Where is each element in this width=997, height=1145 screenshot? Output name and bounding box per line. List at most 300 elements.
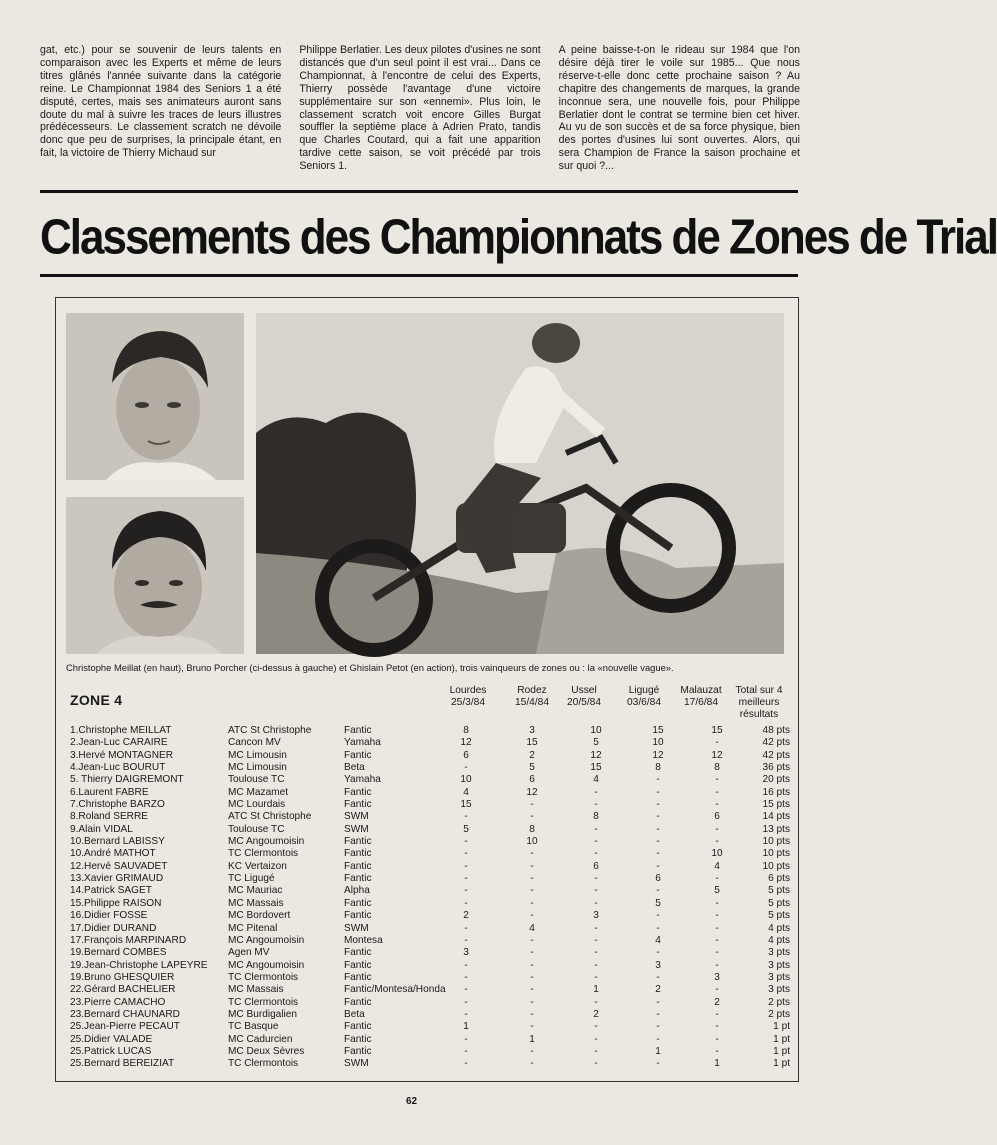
score-cell: - — [656, 947, 660, 959]
score-cell: 8 — [463, 725, 469, 736]
rider-club: ATC St Christophe — [228, 811, 312, 823]
rider-name: 19.Bruno GHESQUIER — [70, 971, 175, 983]
event-place: Ligugé — [628, 685, 660, 696]
event-header-1 — [448, 685, 488, 709]
score-cell: 5 — [714, 885, 720, 897]
rider-club: Toulouse TC — [228, 774, 285, 786]
rider-make: Fantic — [344, 947, 372, 959]
rider-name: 16.Didier FOSSE — [70, 910, 148, 922]
photo-caption: Christophe Meillat (en haut), Bruno Porcher (ci-dessus à gauche) et Ghislain Petot (en action), trois vainqueurs de zones ou : la «nouvelle vague». — [66, 662, 674, 673]
score-cell: - — [656, 971, 660, 983]
score-cell: 1 — [463, 1021, 469, 1033]
rider-make: Fantic — [344, 996, 372, 1008]
portrait-photo-top — [66, 313, 244, 480]
score-cell: 12 — [526, 786, 538, 798]
rider-make: Alpha — [344, 885, 370, 897]
score-cell: - — [594, 959, 598, 971]
table-row — [70, 861, 790, 873]
score-cell: - — [656, 860, 660, 872]
total-points: 16 pts — [762, 786, 790, 798]
intro-paragraph-1: gat, etc.) pour se souvenir de leurs talents en comparaison avec les Experts et même de leurs titres glânés l'année suivante dans la catégorie reine. Le Championnat 1984 des Seniors 1 a été disputé, certes, mais ses animateurs auront sans doute du mal à suivre les traces de leurs illustres prédécesseurs. Le classement scratch ne dévoile donc que peu de surprises, la principale étant, en fait, la victoire de Thierry Michaud sur — [40, 44, 282, 160]
rider-name: 23.Pierre CAMACHO — [70, 996, 166, 1008]
score-cell: - — [715, 823, 719, 835]
rider-club: MC Bordovert — [228, 910, 291, 922]
score-cell: 3 — [714, 971, 720, 983]
event-place: Rodez — [517, 685, 547, 696]
score-cell: - — [464, 762, 468, 774]
rider-name: 4.Jean-Luc BOURUT — [70, 762, 166, 774]
score-cell: - — [530, 1008, 534, 1020]
rider-make: Montesa — [344, 934, 383, 946]
rider-name: 23.Bernard CHAUNARD — [70, 1008, 180, 1020]
rider-name: 3.Hervé MONTAGNER — [70, 749, 174, 761]
score-cell: 4 — [655, 934, 661, 946]
score-cell: 4 — [593, 774, 599, 786]
rider-make: SWM — [344, 1058, 369, 1070]
score-cell: - — [530, 971, 534, 983]
score-cell: 12 — [652, 749, 664, 761]
table-row — [70, 725, 790, 737]
rider-make: Fantic — [344, 1033, 372, 1045]
event-date: 17/6/84 — [684, 697, 718, 708]
score-cell: - — [656, 922, 660, 934]
rider-make: Fantic — [344, 971, 372, 983]
score-cell: - — [715, 774, 719, 786]
score-cell: - — [530, 811, 534, 823]
rider-make: Fantic — [344, 725, 372, 736]
results-box — [55, 297, 799, 1082]
score-cell: 4 — [529, 922, 535, 934]
rider-name: 12.Hervé SAUVADET — [70, 860, 168, 872]
rider-name: 8.Roland SERRE — [70, 811, 148, 823]
rider-club: TC Clermontois — [228, 996, 299, 1008]
score-cell: 10 — [711, 848, 723, 860]
rider-club: TC Ligugé — [228, 873, 275, 885]
score-cell: - — [656, 786, 660, 798]
table-row — [70, 811, 790, 823]
score-cell: - — [530, 848, 534, 860]
top-rule — [40, 190, 798, 193]
table-row — [70, 972, 790, 984]
score-cell: 8 — [714, 762, 720, 774]
total-points: 3 pts — [768, 959, 790, 971]
total-points: 20 pts — [762, 774, 790, 786]
score-cell: - — [656, 1021, 660, 1033]
score-cell: - — [594, 922, 598, 934]
score-cell: - — [715, 873, 719, 885]
total-points: 15 pts — [762, 799, 790, 811]
score-cell: - — [656, 799, 660, 811]
rider-club: Cancon MV — [228, 737, 281, 749]
event-place: Malauzat — [680, 685, 722, 696]
score-cell: - — [715, 1021, 719, 1033]
score-cell: - — [530, 959, 534, 971]
score-cell: - — [656, 1008, 660, 1020]
rider-club: TC Clermontois — [228, 1058, 299, 1070]
rider-name: 19.Bernard COMBES — [70, 947, 167, 959]
table-row — [70, 923, 790, 935]
score-cell: - — [594, 885, 598, 897]
score-cell: 4 — [463, 786, 469, 798]
score-cell: - — [530, 860, 534, 872]
total-points: 5 pts — [768, 897, 790, 909]
page-number: 62 — [405, 1096, 418, 1107]
total-points: 4 pts — [768, 922, 790, 934]
score-cell: 3 — [463, 947, 469, 959]
rider-name: 5. Thierry DAIGREMONT — [70, 774, 184, 786]
rider-name: 19.Jean-Christophe LAPEYRE — [70, 959, 208, 971]
table-row — [70, 1021, 790, 1033]
rider-club: MC Cadurcien — [228, 1033, 293, 1045]
score-cell: 15 — [590, 762, 602, 774]
table-row — [70, 960, 790, 972]
score-cell: - — [464, 971, 468, 983]
score-cell: 3 — [529, 725, 535, 736]
score-cell: - — [464, 1058, 468, 1070]
score-cell: 12 — [460, 737, 472, 749]
rider-club: MC Massais — [228, 984, 284, 996]
intro-column-1 — [40, 44, 281, 182]
score-cell: 8 — [593, 811, 599, 823]
rider-make: Beta — [344, 762, 365, 774]
score-cell: - — [464, 984, 468, 996]
score-cell: - — [656, 885, 660, 897]
score-cell: 1 — [529, 1033, 535, 1045]
table-row — [70, 910, 790, 922]
rider-club: MC Mauriac — [228, 885, 283, 897]
rider-make: Yamaha — [344, 774, 381, 786]
rider-make: Fantic — [344, 1021, 372, 1033]
score-cell: 2 — [529, 749, 535, 761]
rider-name: 22.Gérard BACHELIER — [70, 984, 176, 996]
rider-club: KC Vertaizon — [228, 860, 287, 872]
rider-name: 14.Patrick SAGET — [70, 885, 152, 897]
rider-name: 7.Christophe BARZO — [70, 799, 165, 811]
score-cell: 10 — [590, 725, 602, 736]
score-cell: 2 — [655, 984, 661, 996]
rider-club: MC Angoumoisin — [228, 836, 305, 848]
total-points: 2 pts — [768, 996, 790, 1008]
total-points: 3 pts — [768, 947, 790, 959]
score-cell: - — [530, 984, 534, 996]
score-cell: - — [530, 873, 534, 885]
rider-make: Fantic — [344, 860, 372, 872]
rider-club: MC Deux Sèvres — [228, 1045, 305, 1057]
score-cell: - — [464, 1045, 468, 1057]
table-row — [70, 1046, 790, 1058]
total-points: 10 pts — [762, 836, 790, 848]
score-cell: 1 — [655, 1045, 661, 1057]
rider-name: 10.André MATHOT — [70, 848, 156, 860]
table-row — [70, 824, 790, 836]
score-cell: - — [715, 1008, 719, 1020]
score-cell: - — [656, 836, 660, 848]
score-cell: - — [715, 836, 719, 848]
rider-name: 10.Bernard LABISSY — [70, 836, 165, 848]
score-cell: - — [464, 959, 468, 971]
rider-make: Fantic — [344, 910, 372, 922]
table-row — [70, 885, 790, 897]
rider-club: MC Mazamet — [228, 786, 289, 798]
rider-make: Fantic — [344, 786, 372, 798]
rider-name: 1.Christophe MEILLAT — [70, 725, 172, 736]
rider-make: Fantic — [344, 848, 372, 860]
rider-club: Toulouse TC — [228, 823, 285, 835]
total-points: 6 pts — [768, 873, 790, 885]
zone-title: ZONE 4 — [70, 692, 123, 708]
score-cell: - — [594, 836, 598, 848]
event-place: Ussel — [571, 685, 597, 696]
rider-name: 25.Jean-Pierre PECAUT — [70, 1021, 180, 1033]
score-cell: - — [464, 848, 468, 860]
score-cell: - — [594, 971, 598, 983]
total-header — [728, 685, 790, 721]
rider-club: TC Basque — [228, 1021, 279, 1033]
rider-make: SWM — [344, 823, 369, 835]
results-table — [70, 725, 790, 1071]
table-row — [70, 1034, 790, 1046]
score-cell: - — [464, 885, 468, 897]
score-cell: - — [594, 1033, 598, 1045]
portrait-photo-bottom — [66, 497, 244, 654]
score-cell: - — [464, 1033, 468, 1045]
total-points: 42 pts — [762, 737, 790, 749]
score-cell: 6 — [655, 873, 661, 885]
total-points: 10 pts — [762, 848, 790, 860]
rider-make: Fantic — [344, 749, 372, 761]
total-points: 5 pts — [768, 885, 790, 897]
rider-club: MC Angoumoisin — [228, 934, 305, 946]
score-cell: - — [594, 848, 598, 860]
rider-club: MC Angoumoisin — [228, 959, 305, 971]
score-cell: - — [594, 934, 598, 946]
rider-make: Fantic — [344, 873, 372, 885]
score-cell: - — [464, 934, 468, 946]
event-date: 25/3/84 — [451, 697, 485, 708]
score-cell: 6 — [529, 774, 535, 786]
rider-make: SWM — [344, 811, 369, 823]
score-cell: 1 — [593, 984, 599, 996]
total-points: 13 pts — [762, 823, 790, 835]
event-place: Lourdes — [449, 685, 487, 696]
rider-make: Fantic — [344, 1045, 372, 1057]
score-cell: - — [594, 799, 598, 811]
table-row — [70, 984, 790, 996]
score-cell: 4 — [714, 860, 720, 872]
total-points: 48 pts — [762, 725, 790, 736]
total-header-line: Total sur 4 — [735, 685, 783, 696]
rider-name: 25.Didier VALADE — [70, 1033, 153, 1045]
rider-name: 6.Laurent FABRE — [70, 786, 149, 798]
event-date: 03/6/84 — [627, 697, 661, 708]
table-row — [70, 762, 790, 774]
total-points: 1 pt — [773, 1045, 790, 1057]
score-cell: - — [715, 799, 719, 811]
total-points: 1 pt — [773, 1033, 790, 1045]
rider-name: 15.Philippe RAISON — [70, 897, 162, 909]
score-cell: 3 — [655, 959, 661, 971]
rider-name: 17.Didier DURAND — [70, 922, 157, 934]
rider-club: TC Clermontois — [228, 848, 299, 860]
score-cell: - — [656, 1058, 660, 1070]
score-cell: 10 — [652, 737, 664, 749]
rider-make: Fantic — [344, 836, 372, 848]
event-header-5 — [675, 685, 727, 709]
score-cell: - — [530, 1045, 534, 1057]
score-cell: - — [530, 910, 534, 922]
score-cell: 15 — [711, 725, 723, 736]
rider-club: MC Massais — [228, 897, 284, 909]
total-points: 2 pts — [768, 1008, 790, 1020]
intro-column-3 — [559, 44, 800, 182]
score-cell: - — [594, 786, 598, 798]
score-cell: - — [715, 1033, 719, 1045]
score-cell: - — [530, 799, 534, 811]
rider-name: 25.Patrick LUCAS — [70, 1045, 152, 1057]
event-header-2 — [510, 685, 554, 709]
total-points: 1 pt — [773, 1058, 790, 1070]
rider-club: MC Pitenal — [228, 922, 278, 934]
score-cell: - — [656, 774, 660, 786]
table-row — [70, 1009, 790, 1021]
event-header-4 — [622, 685, 666, 709]
score-cell: - — [530, 1058, 534, 1070]
rider-make: Yamaha — [344, 737, 381, 749]
rider-name: 9.Alain VIDAL — [70, 823, 133, 835]
table-row — [70, 1058, 790, 1070]
rider-make: SWM — [344, 922, 369, 934]
score-cell: - — [715, 786, 719, 798]
total-header-line: résultats — [739, 709, 779, 720]
rider-club: MC Limousin — [228, 749, 287, 761]
table-row — [70, 774, 790, 786]
score-cell: 8 — [529, 823, 535, 835]
score-cell: 6 — [463, 749, 469, 761]
table-row — [70, 848, 790, 860]
rider-make: Beta — [344, 1008, 365, 1020]
score-cell: - — [594, 1058, 598, 1070]
rider-club: MC Limousin — [228, 762, 287, 774]
score-cell: - — [594, 1045, 598, 1057]
table-row — [70, 750, 790, 762]
score-cell: - — [656, 848, 660, 860]
score-cell: - — [594, 897, 598, 909]
total-points: 1 pt — [773, 1021, 790, 1033]
table-row — [70, 898, 790, 910]
table-row — [70, 997, 790, 1009]
score-cell: - — [530, 885, 534, 897]
score-cell: - — [656, 811, 660, 823]
score-cell: - — [715, 984, 719, 996]
score-cell: 2 — [593, 1008, 599, 1020]
score-cell: - — [530, 1021, 534, 1033]
total-points: 4 pts — [768, 934, 790, 946]
article-headline: Classements des Championnats de Zones de Trial — [40, 210, 997, 265]
table-row — [70, 787, 790, 799]
score-cell: - — [715, 947, 719, 959]
total-points: 5 pts — [768, 910, 790, 922]
action-photo — [256, 313, 784, 654]
score-cell: 6 — [714, 811, 720, 823]
event-date: 20/5/84 — [567, 697, 601, 708]
score-cell: - — [715, 897, 719, 909]
total-header-line: meilleurs — [738, 697, 780, 708]
rider-make: Fantic — [344, 959, 372, 971]
score-cell: - — [464, 897, 468, 909]
score-cell: - — [715, 910, 719, 922]
rider-make: Fantic/Montesa/Honda — [344, 984, 446, 996]
score-cell: 5 — [463, 823, 469, 835]
score-cell: - — [594, 823, 598, 835]
rider-make: Fantic — [344, 799, 372, 811]
score-cell: - — [464, 922, 468, 934]
score-cell: 5 — [655, 897, 661, 909]
total-points: 10 pts — [762, 860, 790, 872]
score-cell: 2 — [714, 996, 720, 1008]
score-cell: - — [464, 996, 468, 1008]
score-cell: 5 — [593, 737, 599, 749]
score-cell: 5 — [529, 762, 535, 774]
rider-club: MC Lourdais — [228, 799, 286, 811]
score-cell: 12 — [590, 749, 602, 761]
table-row — [70, 873, 790, 885]
total-points: 3 pts — [768, 984, 790, 996]
rider-name: 17.François MARPINARD — [70, 934, 187, 946]
total-points: 3 pts — [768, 971, 790, 983]
score-cell: - — [656, 910, 660, 922]
intro-paragraph-3: A peine baisse-t-on le rideau sur 1984 que l'on désire déjà tirer le voile sur 1985... Que nous réserve-t-elle donc cette prochaine saison ? Au chapitre des changements de marques, la grande inconnue sera, une nouvelle fois, pour Philippe Berlatier dont le contrat se termine bien cet hiver. Au vu de son succès et de sa force physique, bien des portes d'usines lui sont ouvertes. Alors, qui sera Champion de France la saison prochaine et sur quoi ?... — [558, 44, 800, 173]
score-cell: - — [715, 737, 719, 749]
score-cell: 15 — [460, 799, 472, 811]
score-cell: 1 — [714, 1058, 720, 1070]
total-points: 42 pts — [762, 749, 790, 761]
score-cell: - — [464, 1008, 468, 1020]
score-cell: 15 — [526, 737, 538, 749]
table-row — [70, 947, 790, 959]
rider-name: 25.Bernard BEREIZIAT — [70, 1058, 175, 1070]
score-cell: - — [656, 1033, 660, 1045]
score-cell: 8 — [655, 762, 661, 774]
score-cell: - — [464, 836, 468, 848]
score-cell: 12 — [711, 749, 723, 761]
score-cell: - — [530, 996, 534, 1008]
intro-text — [40, 44, 800, 182]
score-cell: - — [715, 922, 719, 934]
event-date: 15/4/84 — [515, 697, 549, 708]
table-row — [70, 799, 790, 811]
score-cell: - — [464, 860, 468, 872]
score-cell: 3 — [593, 910, 599, 922]
rider-club: MC Burdigalien — [228, 1008, 298, 1020]
score-cell: - — [715, 959, 719, 971]
score-cell: - — [715, 1045, 719, 1057]
rider-club: ATC St Christophe — [228, 725, 312, 736]
rider-make: Fantic — [344, 897, 372, 909]
rider-name: 2.Jean-Luc CARAIRE — [70, 737, 168, 749]
score-cell: 10 — [460, 774, 472, 786]
score-cell: - — [594, 947, 598, 959]
rider-name: 13.Xavier GRIMAUD — [70, 873, 164, 885]
score-cell: - — [656, 996, 660, 1008]
score-cell: 15 — [652, 725, 664, 736]
score-cell: - — [464, 811, 468, 823]
bottom-rule — [40, 274, 798, 277]
score-cell: 10 — [526, 836, 538, 848]
score-cell: - — [594, 873, 598, 885]
rider-club: TC Clermontois — [228, 971, 299, 983]
score-cell: 6 — [593, 860, 599, 872]
score-cell: - — [656, 823, 660, 835]
